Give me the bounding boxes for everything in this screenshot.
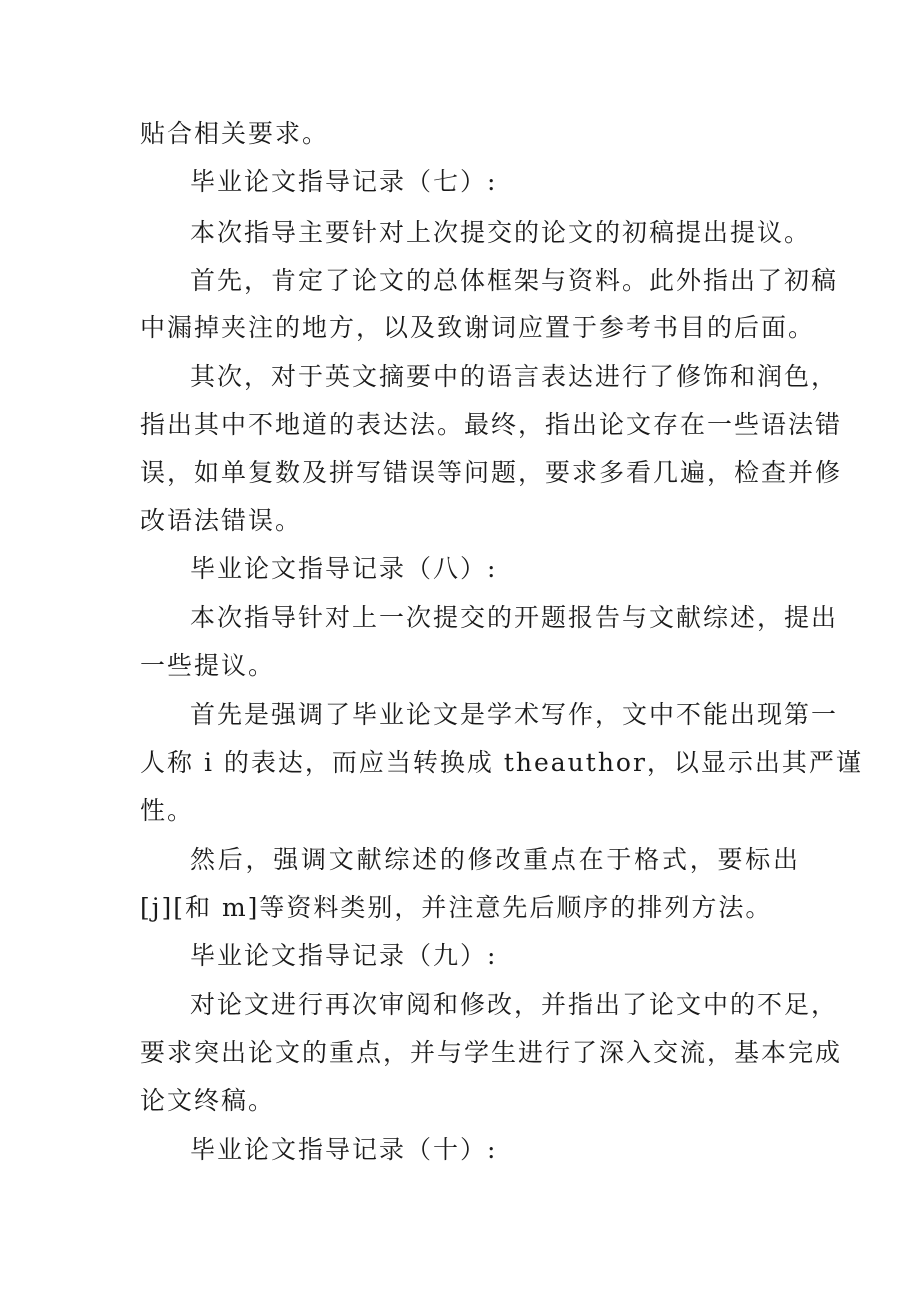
paragraph-line: 改语法错误。	[140, 506, 303, 535]
paragraph-line: 贴合相关要求。	[140, 119, 330, 148]
paragraph-line: 本次指导针对上一次提交的开题报告与文献综述，提出	[190, 603, 839, 632]
paragraph-line: 中漏掉夹注的地方，以及致谢词应置于参考书目的后面。	[140, 313, 816, 342]
paragraph-line: 要求突出论文的重点，并与学生进行了深入交流，基本完成	[140, 1038, 843, 1067]
paragraph-line: 然后，强调文献综述的修改重点在于格式，要标出	[190, 845, 800, 874]
paragraph-line: [j][和 m]等资料类别，并注意先后顺序的排列方法。	[140, 893, 773, 922]
paragraph-line: 其次，对于英文摘要中的语言表达进行了修饰和润色，	[190, 362, 839, 391]
paragraph-line: 人称 i 的表达，而应当转换成 theauthor，以显示出其严谨	[140, 748, 863, 777]
section-heading-9: 毕业论文指导记录（九）:	[190, 941, 498, 970]
paragraph-line: 论文终稿。	[140, 1086, 276, 1115]
section-heading-7: 毕业论文指导记录（七）:	[190, 167, 498, 196]
paragraph-line: 误，如单复数及拼写错误等问题，要求多看几遍，检查并修	[140, 458, 843, 487]
paragraph-line: 性。	[140, 796, 195, 825]
paragraph-line: 本次指导主要针对上次提交的论文的初稿提出提议。	[190, 218, 812, 247]
paragraph-line: 对论文进行再次审阅和修改，并指出了论文中的不足，	[190, 990, 839, 1019]
section-heading-10: 毕业论文指导记录（十）:	[190, 1135, 498, 1164]
paragraph-line: 首先是强调了毕业论文是学术写作，文中不能出现第一	[190, 700, 839, 729]
paragraph-line: 指出其中不地道的表达法。最终，指出论文存在一些语法错	[140, 410, 843, 439]
paragraph-line: 一些提议。	[140, 651, 276, 680]
section-heading-8: 毕业论文指导记录（八）:	[190, 554, 498, 583]
paragraph-line: 首先，肯定了论文的总体框架与资料。此外指出了初稿	[190, 266, 839, 295]
